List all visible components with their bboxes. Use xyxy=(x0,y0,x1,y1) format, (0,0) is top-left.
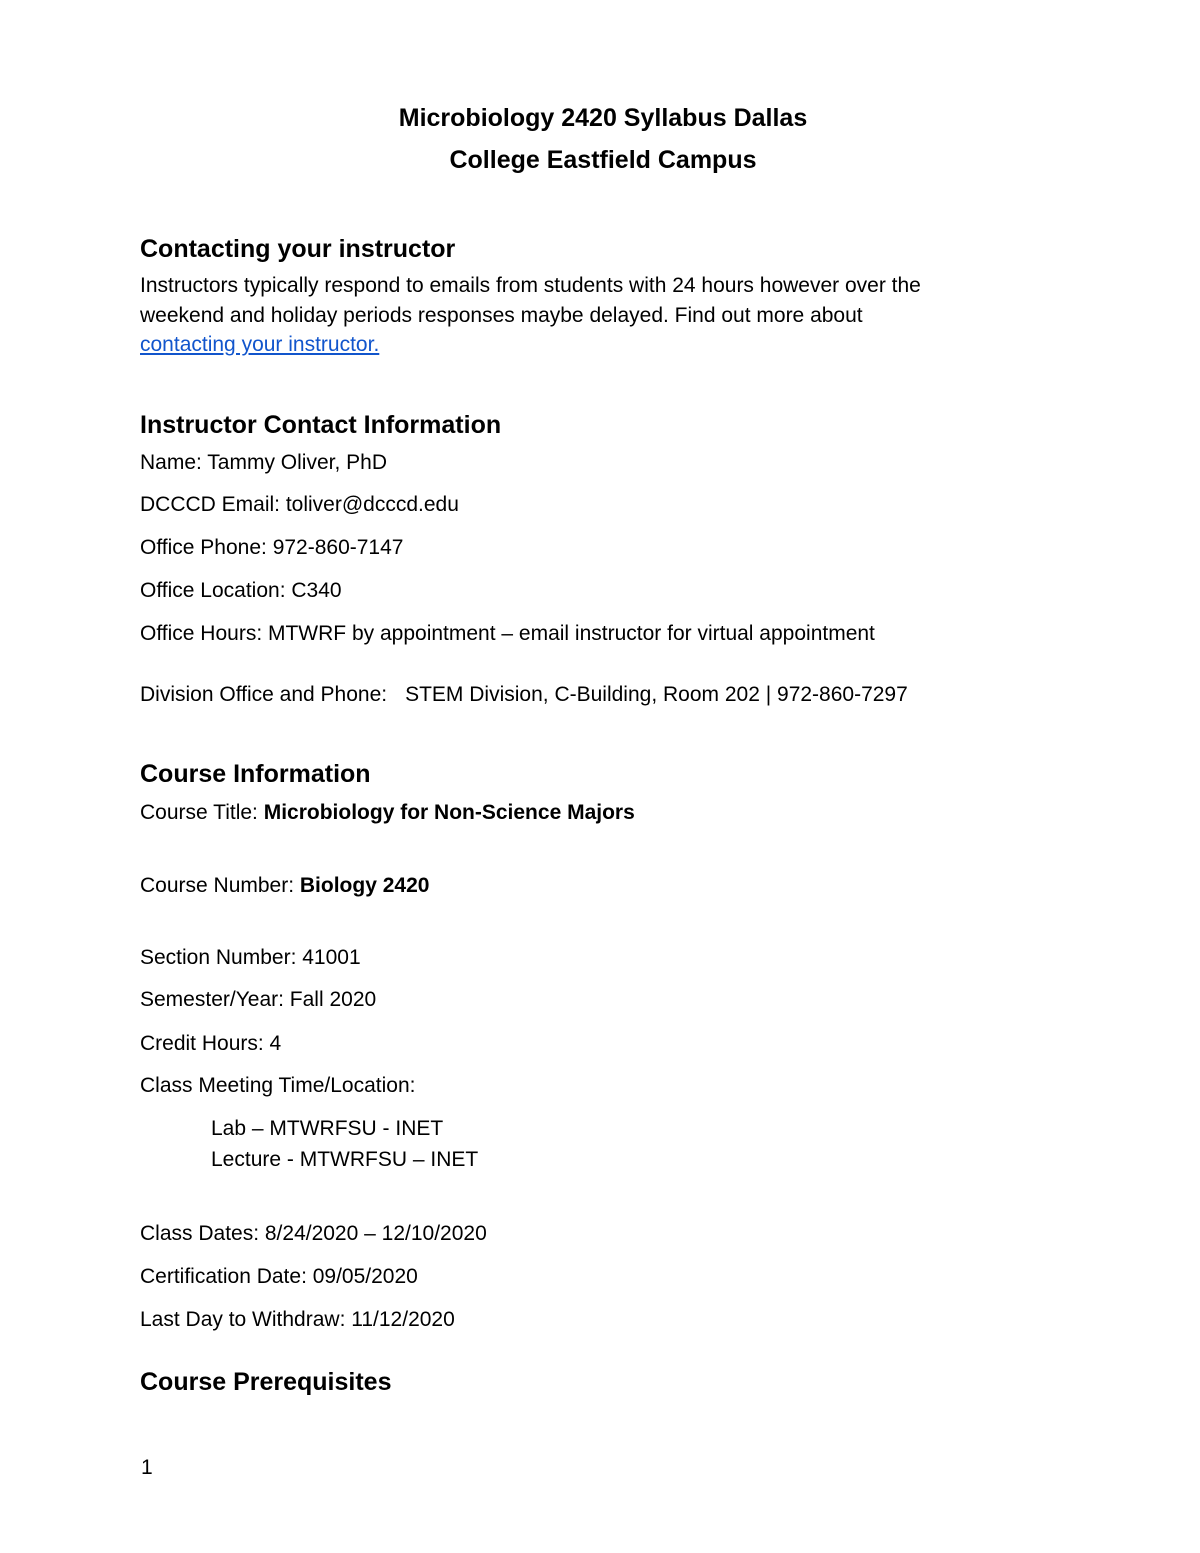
division-label: Division Office and Phone: xyxy=(140,683,388,706)
course-number-label: Course Number: xyxy=(140,874,300,897)
contacting-text-line-2: weekend and holiday periods responses maybe delayed. Find out more about xyxy=(140,304,863,327)
office-hours: Office Hours: MTWRF by appointment – email instructor for virtual appointment xyxy=(140,622,875,645)
lecture-meeting: Lecture - MTWRFSU – INET xyxy=(211,1148,479,1171)
course-number xyxy=(140,873,429,899)
class-dates: Class Dates: 8/24/2020 – 12/10/2020 xyxy=(140,1222,487,1245)
instructor-name: Name: Tammy Oliver, PhD xyxy=(140,451,388,474)
document-title-line-2: College Eastfield Campus xyxy=(449,146,757,174)
course-title-label: Course Title: xyxy=(140,801,264,824)
contact-info-heading: Instructor Contact Information xyxy=(140,411,502,439)
prerequisites-heading: Course Prerequisites xyxy=(140,1368,392,1396)
section-number: Section Number: 41001 xyxy=(140,946,361,969)
division-office xyxy=(140,682,908,708)
course-number-value: Biology 2420 xyxy=(299,874,430,897)
course-info-heading: Course Information xyxy=(140,760,371,788)
office-location: Office Location: C340 xyxy=(140,579,342,602)
office-phone: Office Phone: 972-860-7147 xyxy=(140,536,404,559)
course-title xyxy=(140,800,635,826)
lab-meeting: Lab – MTWRFSU - INET xyxy=(211,1117,444,1140)
document-title-line-1: Microbiology 2420 Syllabus Dallas xyxy=(398,104,808,132)
course-title-value: Microbiology for Non-Science Majors xyxy=(263,801,635,824)
certification-date: Certification Date: 09/05/2020 xyxy=(140,1265,418,1288)
division-value: STEM Division, C-Building, Room 202 | 972-860-7297 xyxy=(405,683,908,706)
class-meeting-label: Class Meeting Time/Location: xyxy=(140,1074,416,1097)
contacting-heading: Contacting your instructor xyxy=(140,235,456,263)
page-number: 1 xyxy=(141,1456,153,1479)
withdraw-date: Last Day to Withdraw: 11/12/2020 xyxy=(140,1308,455,1331)
semester-year: Semester/Year: Fall 2020 xyxy=(140,988,377,1011)
instructor-email: DCCCD Email: toliver@dcccd.edu xyxy=(140,493,459,516)
contacting-instructor-link[interactable]: contacting your instructor. xyxy=(140,333,380,356)
credit-hours: Credit Hours: 4 xyxy=(140,1032,282,1055)
contacting-text-line-1: Instructors typically respond to emails from students with 24 hours however over the xyxy=(140,274,921,297)
